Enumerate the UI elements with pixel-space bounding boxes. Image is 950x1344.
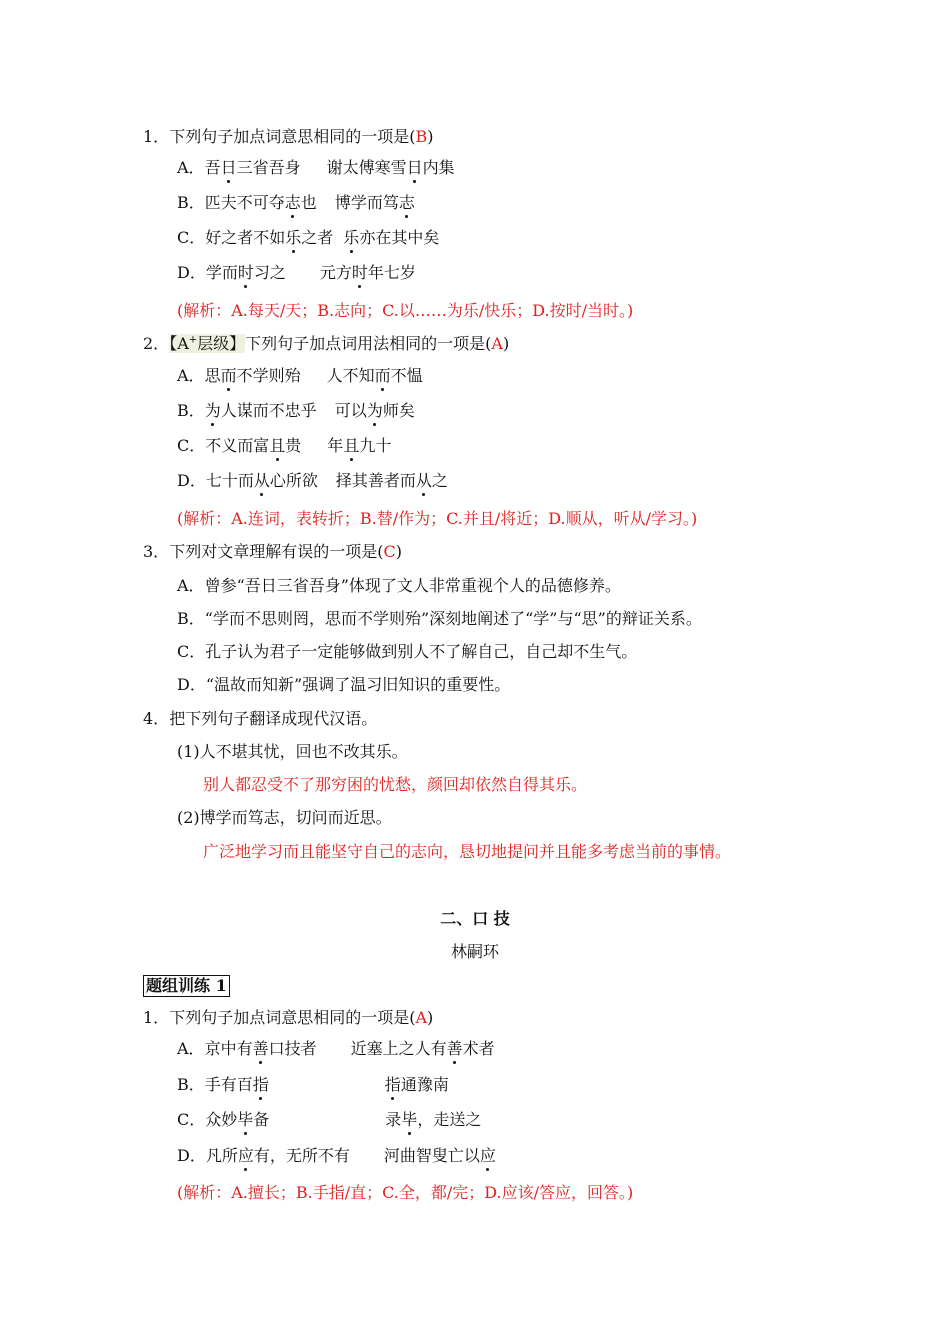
dotted-word: 指 bbox=[252, 1075, 269, 1094]
question-number: 1． bbox=[143, 127, 170, 146]
question-1: 1．下列句子加点词意思相同的一项是(B) bbox=[143, 127, 434, 146]
answer-letter: A bbox=[491, 334, 503, 353]
dotted-word: 为 bbox=[366, 401, 383, 420]
dotted-word: 且 bbox=[269, 436, 286, 455]
q3-option-c: C．孔子认为君子一定能够做到别人不了解自己，自己却不生气。 bbox=[177, 642, 638, 661]
dotted-word: 从 bbox=[253, 471, 270, 490]
dotted-word: 志 bbox=[398, 193, 415, 212]
dotted-word: 日 bbox=[220, 158, 237, 177]
q3-option-a: A．曾参“吾日三省吾身”体现了文人非常重视个人的品德修养。 bbox=[177, 576, 621, 595]
q2-option-a: A．思而不学则殆 人不知而不愠 bbox=[177, 366, 423, 385]
dotted-word: 毕 bbox=[237, 1110, 254, 1129]
dotted-word: 从 bbox=[415, 471, 432, 490]
q4-answer-1: 别人都忍受不了那穷困的忧愁，颜回却依然自得其乐。 bbox=[203, 775, 588, 794]
dotted-word: 善 bbox=[252, 1039, 269, 1058]
section-author: 林嗣环 bbox=[450, 942, 499, 961]
dotted-word: 为 bbox=[204, 401, 221, 420]
dotted-word: 指 bbox=[384, 1075, 401, 1094]
q1-analysis: (解析：A.每天/天；B.志向；C.以……为乐/快乐；D.按时/当时。) bbox=[177, 301, 634, 320]
question-4: 4．把下列句子翻译成现代汉语。 bbox=[143, 709, 378, 728]
question-2: 2．【A+层级】下列句子加点词用法相同的一项是(A) bbox=[143, 334, 510, 353]
q5-option-a: A．京中有善口技者 近塞上之人有善术者 bbox=[177, 1039, 495, 1058]
dotted-word: 应 bbox=[237, 1146, 254, 1165]
q1-option-c: C．好之者不如乐之者 乐亦在其中矣 bbox=[177, 228, 440, 247]
q1-option-d: D．学而时习之 元方时年七岁 bbox=[177, 263, 416, 282]
answer-letter: B bbox=[415, 127, 428, 146]
q2-analysis: (解析：A.连词，表转折；B.替/作为；C.并且/将近；D.顺从，听从/学习。) bbox=[177, 509, 698, 528]
q3-option-b: B．“学而不思则罔，思而不学则殆”深刻地阐述了“学”与“思”的辩证关系。 bbox=[177, 609, 702, 628]
question-stem: 下列句子加点词意思相同的一项是( bbox=[169, 127, 416, 146]
q3-option-d: D．“温故而知新”强调了温习旧知识的重要性。 bbox=[177, 675, 511, 694]
q5-option-d: D．凡所应有，无所不有 河曲智叟亡以应 bbox=[177, 1146, 496, 1165]
level-tag: 【A+层级】 bbox=[169, 334, 246, 353]
q4-item-2: (2)博学而笃志，切问而近思。 bbox=[177, 808, 392, 827]
dotted-word: 乐 bbox=[343, 228, 360, 247]
dotted-word: 毕 bbox=[401, 1110, 418, 1129]
dotted-word: 时 bbox=[237, 263, 254, 282]
q5-option-b: B．手有百指 指通豫南 bbox=[177, 1075, 449, 1094]
dotted-word: 应 bbox=[479, 1146, 496, 1165]
q5-option-c: C．众妙毕备 录毕，走送之 bbox=[177, 1110, 482, 1129]
dotted-word: 而 bbox=[374, 366, 391, 385]
q2-option-c: C．不义而富且贵 年且九十 bbox=[177, 436, 392, 455]
question-3: 3．下列对文章理解有误的一项是(C) bbox=[143, 542, 402, 561]
dotted-word: 日 bbox=[406, 158, 423, 177]
dotted-word: 时 bbox=[351, 263, 368, 282]
q4-item-1: (1)人不堪其忧，回也不改其乐。 bbox=[177, 742, 408, 761]
q2-option-b: B．为人谋而不忠乎 可以为师矣 bbox=[177, 401, 415, 420]
dotted-word: 且 bbox=[343, 436, 360, 455]
group-question-1: 1．下列句子加点词意思相同的一项是(A) bbox=[143, 1008, 434, 1027]
dotted-word: 乐 bbox=[285, 228, 302, 247]
answer-letter: C bbox=[383, 542, 396, 561]
dotted-word: 而 bbox=[220, 366, 237, 385]
q4-answer-2: 广泛地学习而且能坚守自己的志向，恳切地提问并且能多考虑当前的事情。 bbox=[203, 842, 732, 861]
answer-letter: A bbox=[415, 1008, 427, 1027]
group-label: 题组训练 1 bbox=[143, 975, 230, 997]
q1-option-a: A．吾日三省吾身 谢太傅寒雪日内集 bbox=[177, 158, 455, 177]
q1-option-b: B．匹夫不可夺志也 博学而笃志 bbox=[177, 193, 415, 212]
section-title: 二、口 技 bbox=[440, 909, 510, 928]
q2-option-d: D．七十而从心所欲 择其善者而从之 bbox=[177, 471, 448, 490]
dotted-word: 善 bbox=[446, 1039, 463, 1058]
dotted-word: 志 bbox=[284, 193, 301, 212]
q5-analysis: (解析：A.擅长；B.手指/直；C.全，都/完；D.应该/答应，回答。) bbox=[177, 1183, 634, 1202]
